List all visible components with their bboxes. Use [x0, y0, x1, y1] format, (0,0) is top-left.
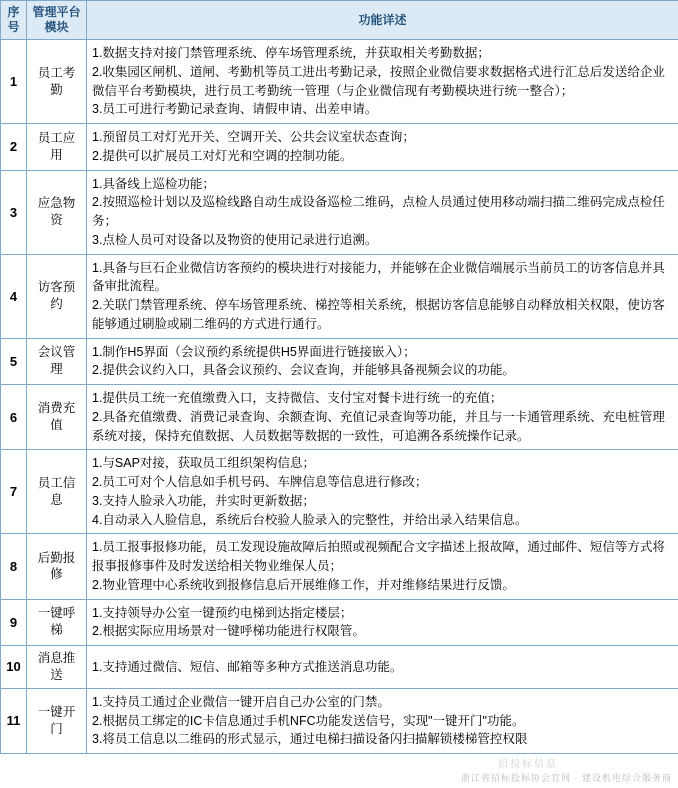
row-description — [87, 646, 678, 689]
table-header — [1, 1, 678, 40]
table-row — [1, 450, 678, 534]
row-module: 访客预约 — [27, 254, 87, 338]
header-description: 功能详述 — [87, 1, 678, 40]
row-description — [87, 599, 678, 646]
table-row — [1, 40, 678, 124]
table-row — [1, 385, 678, 450]
row-module: 员工考勤 — [27, 40, 87, 124]
table-row — [1, 646, 678, 689]
description-line: 1.支持领导办公室一键预约电梯到达指定楼层； — [92, 605, 353, 620]
watermark-primary: 浙江省招标投标协会官网 · 建设机电综合服务商 — [461, 773, 672, 783]
description-line: 3.员工可进行考勤记录查询、请假申请、出差申请。 — [92, 102, 378, 117]
row-description — [87, 688, 678, 753]
description-line: 1.与SAP对接，获取员工组织架构信息； — [92, 456, 315, 471]
description-line: 1.具备与巨石企业微信访客预约的模块进行对接能力，并能够在企业微信端展示当前员工的访客信息并具备审批流程。 — [92, 260, 665, 294]
row-description — [87, 338, 678, 385]
row-index: 2 — [1, 124, 27, 171]
row-description — [87, 170, 678, 254]
row-index: 8 — [1, 534, 27, 599]
table-row — [1, 170, 678, 254]
description-line: 1.制作H5界面（会议预约系统提供H5界面进行链接嵌入）； — [92, 344, 416, 359]
description-line: 1.员工报事报修功能，员工发现设施故障后拍照或视频配合文字描述上报故障，通过邮件、短信等方式将报事报修事件及时发送给相关物业维保人员； — [92, 540, 665, 573]
row-module: 一键呼梯 — [27, 599, 87, 646]
description-line: 4.自动录入人脸信息，系统后台校验人脸录入的完整性，并给出录入结果信息。 — [92, 512, 528, 527]
description-line: 3.将员工信息以二维码的形式显示，通过电梯扫描设备闪扫描解锁楼梯管控权限 — [92, 732, 528, 747]
table-row — [1, 254, 678, 338]
description-line: 1.预留员工对灯光开关、空调开关、公共会议室状态查询； — [92, 130, 415, 144]
table-row — [1, 534, 678, 599]
description-line: 2.根据员工绑定的IC卡信息通过手机NFC功能发送信号，实现"一键开门"功能。 — [92, 713, 525, 728]
header-module: 管理平台模块 — [27, 1, 87, 40]
row-module: 一键开门 — [27, 688, 87, 753]
table-row — [1, 599, 678, 646]
description-line: 2.关联门禁管理系统、停车场管理系统、梯控等相关系统，根据访客信息能够自动释放相关权限，使访客能够通过刷脸或刷二维码的方式进行通行。 — [92, 298, 665, 331]
description-line: 1.提供员工统一充值缴费入口，支持微信、支付宝对餐卡进行统一的充值； — [92, 391, 503, 405]
description-line: 1.具备线上巡检功能； — [92, 176, 215, 191]
row-module: 后勤报修 — [27, 534, 87, 599]
description-line: 1.数据支持对接门禁管理系统、停车场管理系统，并获取相关考勤数据； — [92, 46, 490, 60]
description-line: 2.物业管理中心系统收到报修信息后开展维修工作，并对维修结果进行反馈。 — [92, 577, 515, 592]
description-line: 2.根据实际应用场景对一键呼梯功能进行权限管。 — [92, 624, 365, 639]
description-line: 2.提供会议约入口，具备会议预约、会议查询，并能够具备视频会议的功能。 — [92, 363, 515, 378]
description-line: 2.员工可对个人信息如手机号码、车牌信息等信息进行修改； — [92, 475, 428, 489]
row-index: 6 — [1, 385, 27, 450]
description-line: 2.按照巡检计划以及巡检线路自动生成设备巡检二维码，点检人员通过使用移动端扫描二维码完成点检任务； — [92, 195, 665, 228]
row-description — [87, 534, 678, 599]
description-line: 2.收集园区闸机、道闸、考勤机等员工进出考勤记录，按照企业微信要求数据格式进行汇总后发送给企业微信平台考勤模块，进行员工考勤统一管理（与企业微信现有考勤模块进行统一整合）； — [92, 64, 665, 98]
row-index: 10 — [1, 646, 27, 689]
row-module: 会议管理 — [27, 338, 87, 385]
row-description — [87, 450, 678, 534]
row-module: 员工应用 — [27, 124, 87, 171]
description-line: 1.支持员工通过企业微信一键开启自己办公室的门禁。 — [92, 694, 390, 709]
row-index: 9 — [1, 599, 27, 646]
watermark-secondary: 招投标信息 — [498, 759, 558, 770]
row-module: 应急物资 — [27, 170, 87, 254]
description-line: 2.提供可以扩展员工对灯光和空调的控制功能。 — [92, 148, 353, 163]
table-row — [1, 688, 678, 753]
row-module: 消息推送 — [27, 646, 87, 689]
row-index: 5 — [1, 338, 27, 385]
row-description — [87, 40, 678, 124]
table-header-row — [1, 1, 678, 40]
table-row — [1, 124, 678, 171]
row-index: 7 — [1, 450, 27, 534]
row-index: 1 — [1, 40, 27, 124]
row-index: 4 — [1, 254, 27, 338]
description-line: 3.支持人脸录入功能，并实时更新数据； — [92, 493, 315, 508]
row-description — [87, 385, 678, 450]
row-description — [87, 124, 678, 171]
row-module: 员工信息 — [27, 450, 87, 534]
table-body — [1, 40, 678, 754]
table-row — [1, 338, 678, 385]
row-index: 3 — [1, 170, 27, 254]
description-line: 3.点检人员可对设备以及物资的使用记录进行追溯。 — [92, 232, 378, 247]
description-line: 2.具备充值缴费、消费记录查询、余额查询、充值记录查询等功能，并且与一卡通管理系统、充电桩管理系统对接，保持充值数据、人员数据等数据的一致性，可追溯各系统操作记录。 — [92, 409, 665, 443]
row-description — [87, 254, 678, 338]
description-line: 1.支持通过微信、短信、邮箱等多种方式推送消息功能。 — [92, 659, 403, 674]
header-index: 序号 — [1, 1, 27, 40]
row-module: 消费充值 — [27, 385, 87, 450]
row-index: 11 — [1, 688, 27, 753]
